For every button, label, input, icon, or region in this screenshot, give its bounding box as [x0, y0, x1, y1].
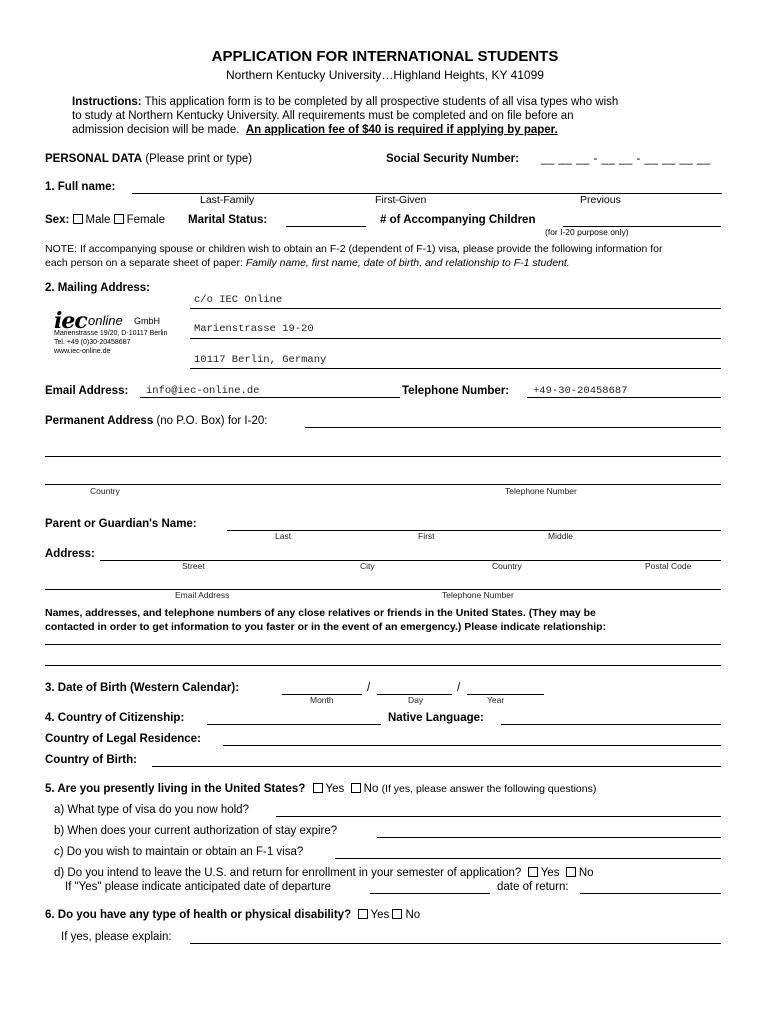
mailing-address-label: 2. Mailing Address:	[45, 282, 151, 294]
mailing-field-3[interactable]	[190, 368, 721, 369]
permanent-address-field-2[interactable]	[45, 456, 721, 457]
question-a-field[interactable]	[276, 816, 721, 817]
permanent-country-label: Country	[90, 486, 120, 496]
stamp-tel: Tel. +49 (0)30-20458687	[54, 339, 131, 346]
birth-date-label: 3. Date of Birth (Western Calendar):	[45, 682, 240, 694]
birth-sub-year: Year	[487, 695, 505, 705]
birth-slash-2: /	[457, 682, 461, 694]
guardian-sub-street: Street	[182, 561, 205, 571]
question-d: d) Do you intend to leave the U.S. and return for enrollment in your semester of application? Yes No	[54, 867, 594, 879]
name-sub-first: First-Given	[375, 194, 427, 206]
question-b: b) When does your current authorization of stay expire?	[54, 825, 338, 837]
guardian-contact-field[interactable]	[45, 589, 721, 590]
relatives-field-1[interactable]	[45, 644, 721, 645]
permanent-address-label: Permanent Address (no P.O. Box) for I-20:	[45, 415, 268, 427]
question-d-no-checkbox[interactable]	[566, 867, 576, 877]
guardian-address-label: Address:	[45, 548, 95, 560]
birth-sub-month: Month	[310, 695, 334, 705]
us-living-yes-checkbox[interactable]	[313, 783, 323, 793]
question-d-yes-checkbox[interactable]	[528, 867, 538, 877]
form-subtitle: Northern Kentucky University…Highland Heights, KY 41099	[226, 68, 544, 82]
name-sub-previous: Previous	[580, 194, 621, 206]
us-living-row: 5. Are you presently living in the United States? Yes No (If yes, please answer the following questions)	[45, 783, 597, 795]
note-line-2: each person on a separate sheet of paper: Family name, first name, date of birth, and relationship to F-1 student.	[45, 257, 570, 269]
health-row: 6. Do you have any type of health or physical disability? Yes No	[45, 909, 421, 921]
stamp-gmbh: GmbH	[134, 316, 161, 326]
question-a: a) What type of visa do you now hold?	[54, 804, 249, 816]
telephone-label: Telephone Number:	[402, 385, 510, 397]
note-line-1: NOTE: If accompanying spouse or children wish to obtain an F-2 (dependent of F-1) visa, please provide the following information for	[45, 243, 663, 255]
health-no-checkbox[interactable]	[392, 909, 402, 919]
name-sub-last: Last-Family	[200, 194, 255, 206]
instructions-line-2: to study at Northern Kentucky University. All requirements must be completed and on file before an	[72, 110, 574, 122]
personal-data-heading: PERSONAL DATA (Please print or type)	[45, 153, 253, 165]
ssn-field[interactable]: __ __ __ - __ __ - __ __ __ __	[541, 153, 711, 165]
children-note: (for I-20 purpose only)	[545, 227, 629, 237]
citizenship-label: 4. Country of Citizenship:	[45, 712, 185, 724]
email-label: Email Address:	[45, 385, 129, 397]
country-of-birth-field[interactable]	[152, 766, 721, 767]
guardian-name-field[interactable]	[227, 530, 721, 531]
telephone-value: +49-30-20458687	[533, 385, 628, 397]
departure-label: If "Yes" please indicate anticipated date of departure	[65, 881, 332, 893]
departure-field[interactable]	[370, 893, 490, 894]
mailing-line-3: 10117 Berlin, Germany	[194, 354, 327, 366]
telephone-field[interactable]	[527, 397, 721, 398]
native-language-label: Native Language:	[388, 712, 484, 724]
return-field[interactable]	[580, 893, 721, 894]
mailing-field-2[interactable]	[190, 338, 721, 339]
mailing-field-1[interactable]	[190, 308, 721, 309]
question-c: c) Do you wish to maintain or obtain an F-1 visa?	[54, 846, 304, 858]
sex-row: Sex: Male Female	[45, 214, 165, 226]
relatives-field-2[interactable]	[45, 665, 721, 666]
guardian-label: Parent or Guardian's Name:	[45, 518, 197, 530]
sex-male-checkbox[interactable]	[73, 214, 83, 224]
instructions-line-3: admission decision will be made. An application fee of $40 is required if applying by paper.	[72, 124, 558, 136]
mailing-line-1: c/o IEC Online	[194, 294, 283, 306]
permanent-phone-label: Telephone Number	[505, 486, 577, 496]
stamp-logo: iec	[54, 308, 87, 334]
form-title: APPLICATION FOR INTERNATIONAL STUDENTS	[211, 48, 559, 65]
children-label: # of Accompanying Children	[380, 214, 536, 226]
us-living-no-checkbox[interactable]	[351, 783, 361, 793]
guardian-sub-country: Country	[492, 561, 522, 571]
question-b-field[interactable]	[377, 837, 721, 838]
stamp-web: www.iec-online.de	[54, 348, 111, 355]
health-yes-checkbox[interactable]	[358, 909, 368, 919]
citizenship-field[interactable]	[207, 724, 381, 725]
return-label: date of return:	[497, 881, 569, 893]
guardian-sub-last: Last	[275, 531, 292, 541]
iec-online-stamp	[54, 308, 194, 360]
health-explain-label: If yes, please explain:	[61, 931, 172, 943]
relatives-text-2: contacted in order to get information to you faster or in the event of an emergency.) Please indicate relationship:	[45, 621, 607, 633]
guardian-sub-first: First	[418, 531, 435, 541]
email-field[interactable]	[140, 397, 400, 398]
marital-status-label: Marital Status:	[188, 214, 268, 226]
mailing-line-2: Marienstrasse 19-20	[194, 323, 314, 335]
instructions-line-1: Instructions: This application form is to be completed by all prospective students of all visa types who wish	[72, 96, 619, 108]
guardian-sub-city: City	[360, 561, 375, 571]
application-fee-notice: An application fee of $40 is required if applying by paper.	[245, 124, 558, 136]
birth-sub-day: Day	[408, 695, 424, 705]
permanent-address-field-1[interactable]	[305, 427, 721, 428]
country-of-birth-label: Country of Birth:	[45, 754, 137, 766]
full-name-label: 1. Full name:	[45, 181, 116, 193]
stamp-online: online	[88, 313, 123, 328]
stamp-street: Marienstrasse 19/20, D-10117 Berlin	[54, 330, 168, 337]
health-explain-field[interactable]	[190, 943, 721, 944]
marital-status-field[interactable]	[286, 226, 366, 227]
email-value: info@iec-online.de	[146, 385, 260, 397]
question-c-field[interactable]	[335, 858, 721, 859]
ssn-label: Social Security Number:	[386, 153, 519, 165]
birth-year-field[interactable]	[467, 694, 544, 695]
sex-female-checkbox[interactable]	[114, 214, 124, 224]
legal-residence-field[interactable]	[223, 745, 721, 746]
birth-slash-1: /	[367, 682, 371, 694]
guardian-sub-email: Email Address	[175, 590, 230, 600]
legal-residence-label: Country of Legal Residence:	[45, 733, 201, 745]
guardian-sub-middle: Middle	[548, 531, 574, 541]
guardian-sub-phone: Telephone Number	[442, 590, 514, 600]
guardian-sub-postal: Postal Code	[645, 561, 692, 571]
permanent-address-field-3[interactable]	[45, 484, 721, 485]
relatives-text-1: Names, addresses, and telephone numbers of any close relatives or friends in the United States. (They may be	[45, 607, 596, 619]
native-language-field[interactable]	[501, 724, 721, 725]
